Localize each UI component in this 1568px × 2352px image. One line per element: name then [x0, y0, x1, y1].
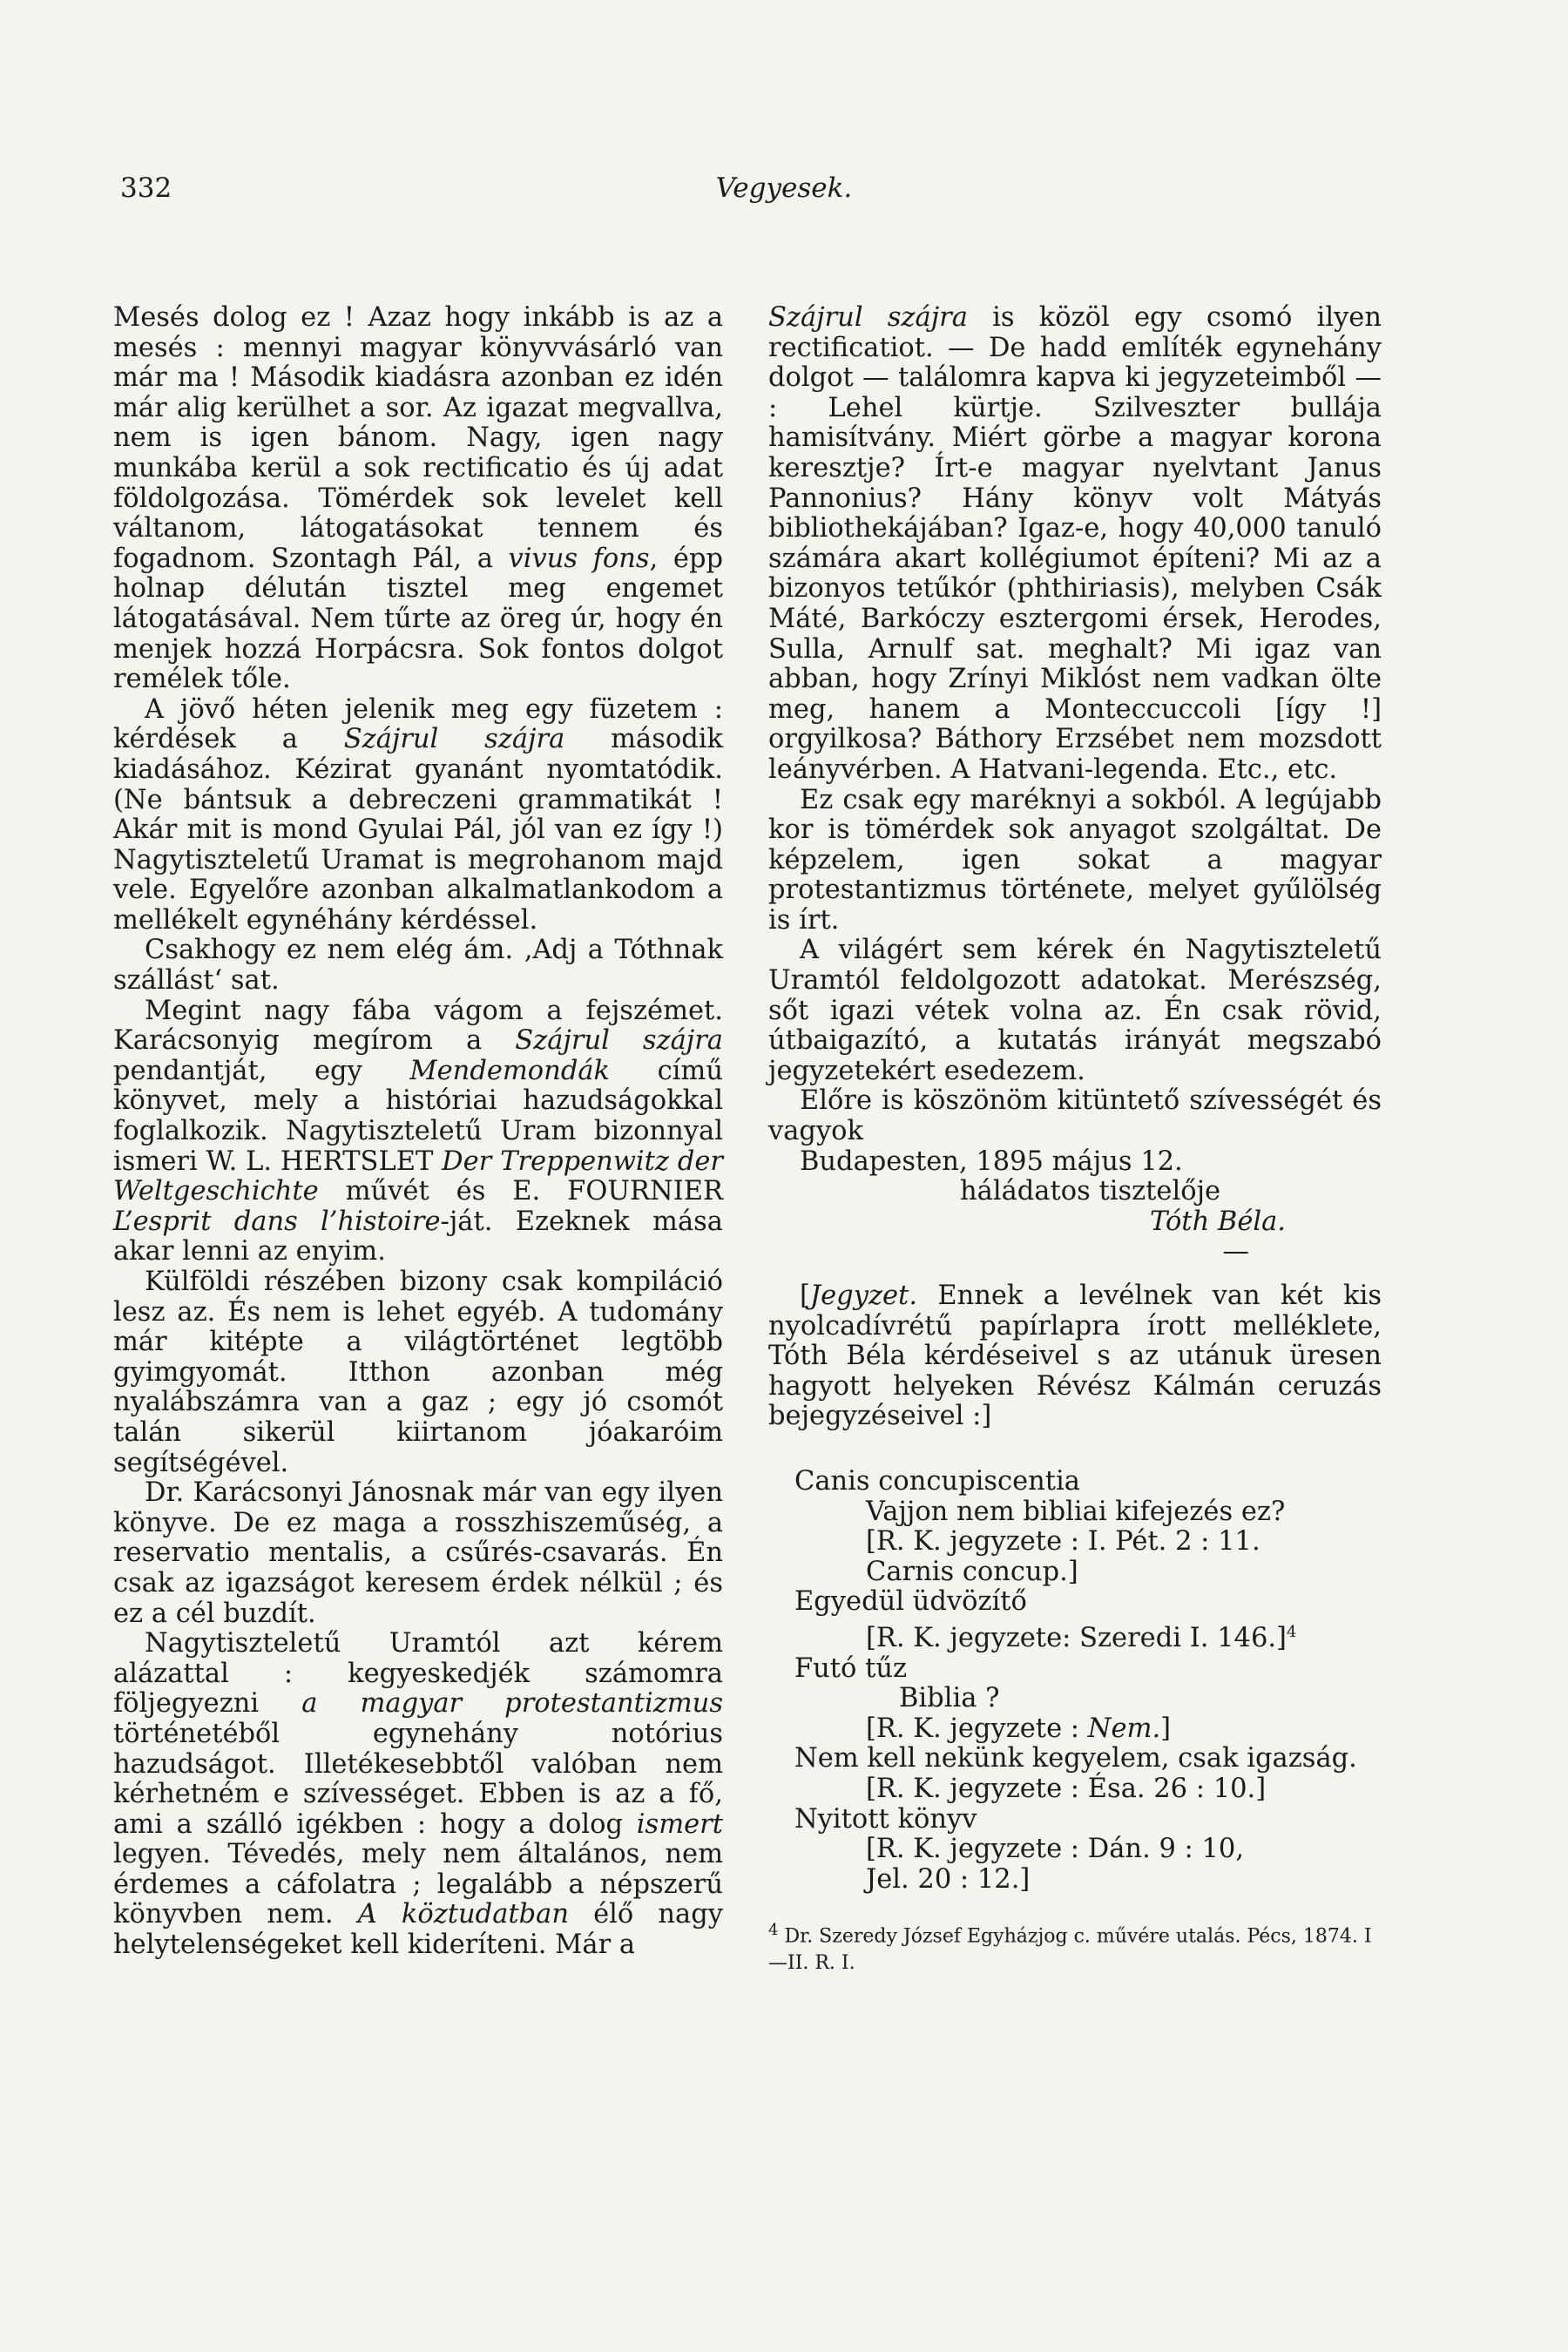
questions-list: [768, 1467, 1382, 1895]
running-title: Vegyesek.: [715, 172, 853, 204]
list-item: [R. K. jegyzete : Nem.]: [866, 1713, 1172, 1744]
list-item: [R. K. jegyzete: Szeredi I. 146.]$^4$: [866, 1622, 1297, 1654]
page-number: 332: [120, 172, 172, 204]
paragraph: Külföldi részében bizony csak kompiláció lesz az. És nem is lehet egyéb. A tudomány már kitépte a világtörténet legtöbb gyimgyomát. Itthon azonban még nyalábszámra van a gaz ; egy jó csomót talán sikerül kiirtanom jóakaróim segítségével.: [113, 1267, 723, 1478]
list-item: Jel. 20 : 12.]: [866, 1863, 1031, 1895]
list-item: Biblia ?: [899, 1683, 1000, 1714]
list-item: Canis concupiscentia: [794, 1465, 1080, 1497]
list-item: Nyitott könyv: [794, 1803, 977, 1835]
paragraph: Szájrul szájra is közöl egy csomó ilyen rectificatiot. — De hadd említék egynehány dolgot — találomra kapva ki jegyzeteimből — : Lehel kürtje. Szilveszter bullája hamisítvány. Miért görbe a magyar korona keresztje? Írt-e magyar nyelvtant Janus Pannonius? Hány könyv volt Mátyás bibliothekájában? Igaz-e, hogy 40,000 tanuló számára akart kollégiumot építeni? Mi az a bizonyos tetűkór (phthiriasis), melyben Csák Máté, Barkóczy esztergomi érsek, Herodes, Sulla, Arnulf sat. meghalt? Mi igaz van abban, hogy Zrínyi Miklóst nem vadkan ölte meg, hanem a Monteccuccoli [így !] orgyilkosa? Báthory Erzsébet nem mozsdott leányvérben. A Hatvani-legenda. Etc., etc.: [768, 302, 1382, 785]
footnote: $^4$ Dr. Szeredy József Egyházjog c. művére utalás. Pécs, 1874. I—II. R. I.: [768, 1921, 1372, 1974]
paragraph: A jövő héten jelenik meg egy füzetem : kérdések a Szájrul szájra második kiadásához. Kézirat gyanánt nyomtatódik. (Ne bántsuk a debreczeni grammatikát ! Akár mit is mond Gyulai Pál, jól van ez így !) Nagytiszteletű Uramat is megrohanom majd vele. Egyelőre azonban alkalmatlankodom a mellékelt egynéhány kérdéssel.: [113, 693, 724, 936]
list-item: Nem kell nekünk kegyelem, csak igazság.: [794, 1743, 1357, 1774]
paragraph: A világért sem kérek én Nagytiszteletű Uramtól feldolgozott adatokat. Merészség, sőt igazi vétek volna az. Én csak rövid, útbaigazító, a kutatás irányát megszabó jegyzetekért esedezem.: [768, 935, 1382, 1086]
list-item: Carnis concup.]: [866, 1556, 1078, 1587]
list-item: [R. K. jegyzete : Dán. 9 : 10,: [866, 1834, 1245, 1865]
paragraph: Dr. Karácsonyi Jánosnak már van egy ilyen könyve. De ez maga a rosszhiszeműség, a reservatio mentalis, a csűrés-csavarás. Én csak az igazságot keresem érdek nélkül ; és ez a cél buzdít.: [113, 1477, 723, 1629]
right-column: [768, 303, 1382, 1977]
paragraph: Nagytiszteletű Uramtól azt kérem alázattal : kegyeskedjék számomra följegyezni a magyar protestantizmus történetéből egynehány notórius hazudságot. Illetékesebbtől valóban nem kérhetném e szívességet. Ebben is az a fő, ami a szálló igékben : hogy a dolog ismert legyen. Tévedés, mely nem általános, nem érdemes a cáfolatra ; legalább a népszerű könyvben nem. A köztudatban élő nagy helytelenségeket kell kideríteni. Már a: [113, 1628, 723, 1961]
paragraph: Ez csak egy maréknyi a sokból. A legújabb kor is tömérdek sok anyagot szolgáltat. De képzelem, igen sokat a magyar protestantizmus története, melyet gyűlölség is írt.: [768, 784, 1382, 936]
list-item: [R. K. jegyzete : Ésa. 26 : 10.]: [866, 1774, 1267, 1805]
paragraph: Megint nagy fába vágom a fejszémet. Karácsonyig megírom a Szájrul szájra pendantját, egy Mendemondák című könyvet, mely a históriai hazudságokkal foglalkozik. Nagytiszteletű Uram bizonnyal ismeri W. L. HERTSLET Der Treppenwitz der Weltgeschichte művét és E. FOURNIER L’esprit dans l’histoire-ját. Ezeknek mása akar lenni az enyim.: [113, 995, 724, 1267]
separator-dash: —: [1222, 1236, 1249, 1267]
left-column: [113, 303, 723, 1961]
paragraph: Csakhogy ez nem elég ám. ‚Adj a Tóthnak szállást‘ sat.: [113, 935, 723, 997]
list-item: [R. K. jegyzete : I. Pét. 2 : 11.: [866, 1526, 1260, 1558]
list-item: Futó tűz: [794, 1652, 908, 1684]
signature: Tóth Béla.: [1149, 1206, 1286, 1237]
list-item: Egyedül üdvözítő: [794, 1586, 1027, 1618]
editor-note: [Jegyzet. Ennek a levélnek van két kis nyolcadívrétű papírlapra írott melléklete, Tóth Béla kérdéseivel s az utánuk üresen hagyott helyeken Révész Kálmán ceruzás bejegyzéseivel :]: [768, 1281, 1382, 1432]
list-item: Vajjon nem bibliai kifejezés ez?: [866, 1496, 1286, 1527]
paragraph: Mesés dolog ez ! Azaz hogy inkább is az a mesés : mennyi magyar könyvvásárló van már ma ! Második kiadásra azonban ez idén már alig kerülhet a sor. Az igazat megvallva, nem is igen bánom. Nagy, igen nagy munkába kerül a sok rectificatio és új adat földolgozása. Tömérdek sok levelet kell váltanom, látogatásokat tennem és fogadnom. Szontagh Pál, a vivus fons, épp holnap délután tisztel meg engemet látogatásával. Nem tűrte az öreg úr, hogy én menjek hozzá Horpácsra. Sok fontos dolgot remélek tőle.: [113, 302, 723, 695]
paragraph: Előre is köszönöm kitüntető szívességét és vagyok: [768, 1085, 1382, 1147]
place-date: Budapesten, 1895 május 12.: [800, 1146, 1183, 1177]
closing: háládatos tisztelője: [960, 1176, 1221, 1207]
